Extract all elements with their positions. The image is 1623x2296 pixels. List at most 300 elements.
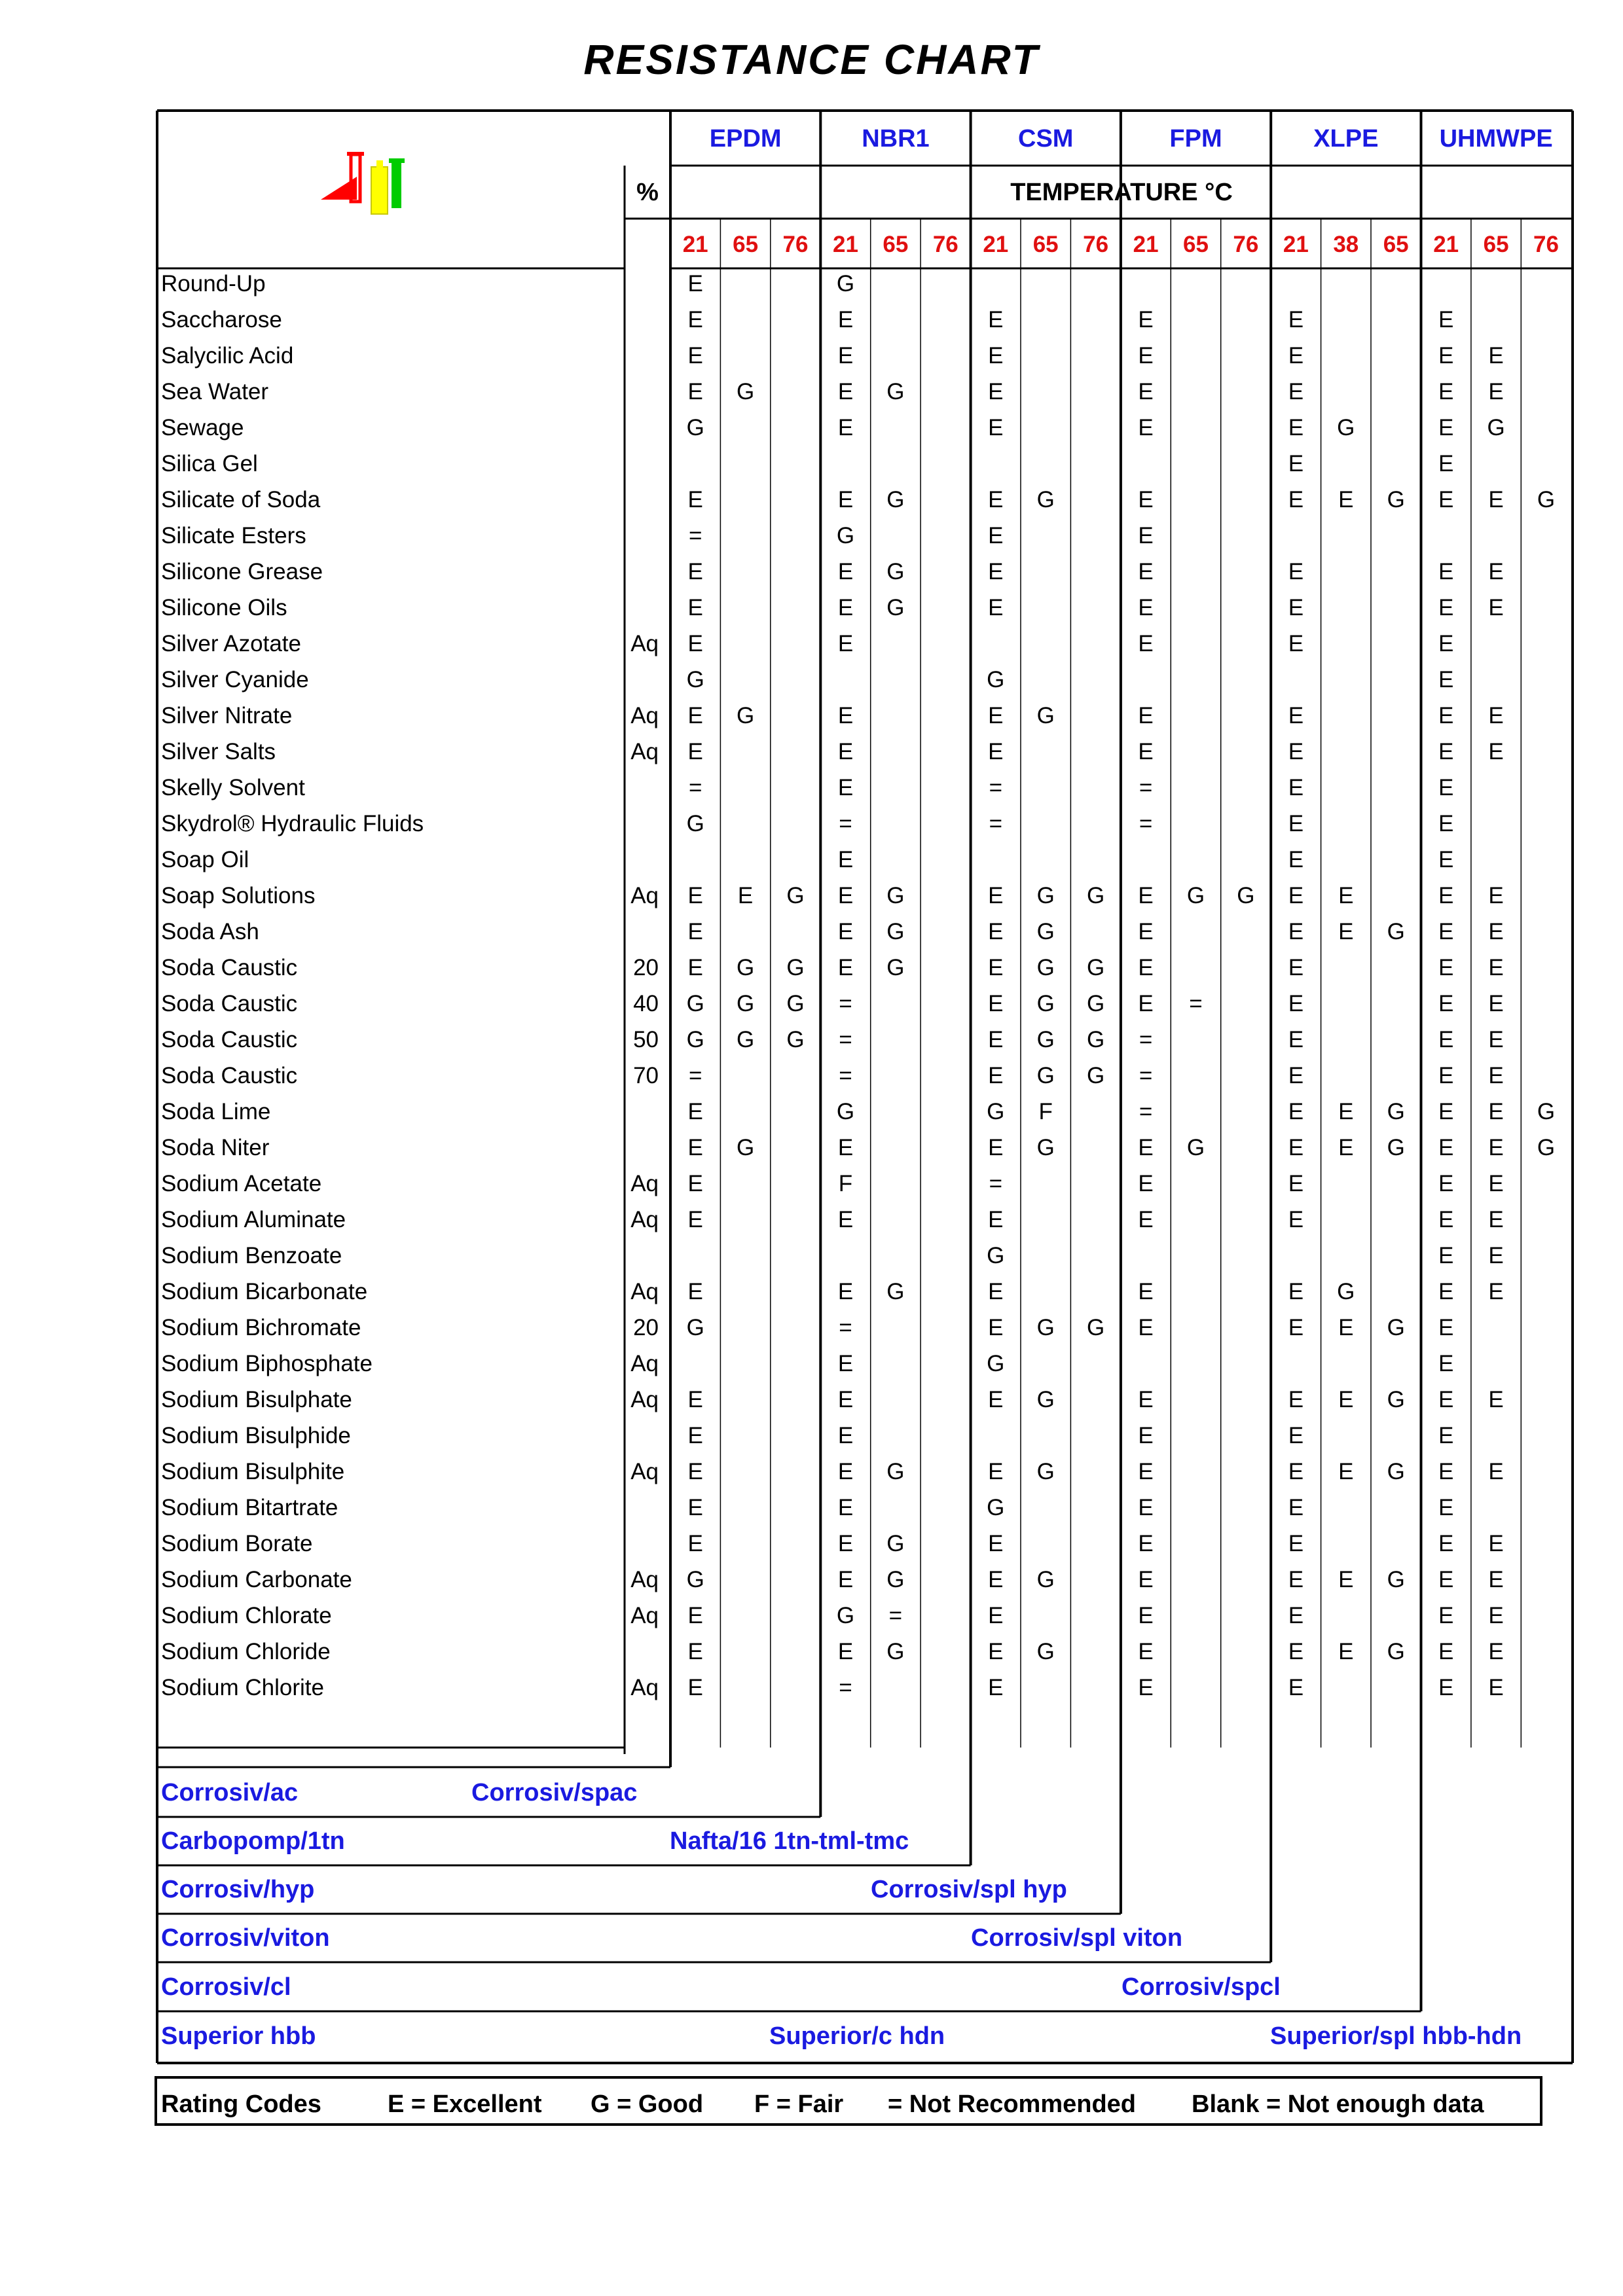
rating-cell: G bbox=[1337, 415, 1355, 440]
chemical-name: Sodium Bichromate bbox=[161, 1315, 361, 1340]
rating-cell: E bbox=[1488, 955, 1504, 980]
rating-cell: E bbox=[988, 379, 1004, 404]
footer-code: Corrosiv/cl bbox=[161, 1973, 291, 2001]
rating-cell: E bbox=[837, 847, 854, 872]
rating-cell: E bbox=[1438, 379, 1454, 404]
temperature-header: 65 bbox=[1032, 232, 1059, 257]
rating-cell: E bbox=[988, 307, 1004, 332]
rating-cell: G bbox=[1086, 1027, 1105, 1052]
rating-cell: E bbox=[1138, 1423, 1154, 1448]
concentration-percent: 20 bbox=[633, 955, 659, 980]
rating-cell: E bbox=[1338, 883, 1354, 908]
rating-cell: E bbox=[1138, 883, 1154, 908]
rating-cell: G bbox=[1036, 1459, 1055, 1484]
rating-cell: E bbox=[837, 487, 854, 512]
material-header-uhmwpe: UHMWPE bbox=[1439, 125, 1553, 152]
concentration-percent: Aq bbox=[630, 1567, 659, 1592]
rating-cell: E bbox=[1488, 1207, 1504, 1232]
rating-cell: E bbox=[1288, 451, 1304, 476]
rating-cell: E bbox=[1438, 307, 1454, 332]
rating-cell: E bbox=[1488, 1171, 1504, 1196]
material-header-epdm: EPDM bbox=[709, 125, 782, 152]
concentration-percent: Aq bbox=[630, 1207, 659, 1232]
chemical-name: Sodium Bicarbonate bbox=[161, 1279, 368, 1304]
rating-cell: E bbox=[1438, 451, 1454, 476]
rating-cell: E bbox=[1438, 559, 1454, 584]
footer-code: Corrosiv/viton bbox=[161, 1924, 330, 1952]
rating-cell: E bbox=[988, 1603, 1004, 1628]
rating-cell: E bbox=[1288, 1099, 1304, 1124]
rating-cell: G bbox=[1387, 1099, 1405, 1124]
rating-cell: E bbox=[1288, 811, 1304, 836]
rating-cell: E bbox=[1488, 559, 1504, 584]
footer-code: Superior hbb bbox=[161, 2022, 316, 2050]
rating-cell: E bbox=[687, 1639, 703, 1664]
footer-code: Corrosiv/spcl bbox=[1122, 1973, 1281, 2001]
rating-cell: E bbox=[988, 415, 1004, 440]
chemical-name: Skelly Solvent bbox=[161, 775, 305, 800]
rating-cell: G bbox=[836, 1099, 855, 1124]
rating-cell: G bbox=[1036, 703, 1055, 728]
rating-cell: G bbox=[1387, 1135, 1405, 1160]
rating-cell: = bbox=[839, 991, 852, 1016]
rating-cell: E bbox=[1138, 631, 1154, 656]
rating-cell: E bbox=[1438, 1603, 1454, 1628]
rating-cell: E bbox=[687, 1495, 703, 1520]
rating-cell: G bbox=[1537, 1135, 1556, 1160]
rating-cell: E bbox=[1288, 1279, 1304, 1304]
rating-cell: E bbox=[1438, 1099, 1454, 1124]
rating-cell: E bbox=[988, 1207, 1004, 1232]
temperature-header: 76 bbox=[1233, 232, 1259, 257]
chemical-name: Silver Azotate bbox=[161, 631, 301, 656]
rating-cell: E bbox=[1438, 1531, 1454, 1556]
rating-cell: E bbox=[837, 1495, 854, 1520]
chemical-name: Saccharose bbox=[161, 307, 282, 332]
rating-cell: E bbox=[1438, 1027, 1454, 1052]
chemical-name: Sodium Aluminate bbox=[161, 1207, 346, 1232]
rating-cell: G bbox=[1086, 1315, 1105, 1340]
concentration-percent: Aq bbox=[630, 631, 659, 656]
rating-cell: E bbox=[1438, 1387, 1454, 1412]
concentration-percent: Aq bbox=[630, 739, 659, 764]
rating-cell: E bbox=[988, 1639, 1004, 1664]
rating-cell: G bbox=[1537, 487, 1556, 512]
rating-cell: E bbox=[1288, 1387, 1304, 1412]
rating-cell: E bbox=[1488, 1063, 1504, 1088]
rating-cell: G bbox=[1387, 1567, 1405, 1592]
chemical-name: Sodium Acetate bbox=[161, 1171, 322, 1196]
rating-cell: E bbox=[1288, 1531, 1304, 1556]
rating-cell: E bbox=[1138, 1639, 1154, 1664]
rating-cell: G bbox=[686, 811, 704, 836]
chemical-name: Soda Caustic bbox=[161, 955, 298, 980]
rating-cell: E bbox=[837, 1567, 854, 1592]
rating-cell: E bbox=[1288, 1423, 1304, 1448]
rating-cell: E bbox=[1438, 595, 1454, 620]
rating-cell: E bbox=[1288, 1459, 1304, 1484]
rating-cell: E bbox=[1438, 1423, 1454, 1448]
rating-cell: E bbox=[988, 883, 1004, 908]
rating-cell: E bbox=[1138, 1207, 1154, 1232]
rating-cell: E bbox=[837, 1135, 854, 1160]
concentration-percent: Aq bbox=[630, 1279, 659, 1304]
rating-cell: E bbox=[988, 343, 1004, 368]
chemical-name: Sodium Benzoate bbox=[161, 1243, 342, 1268]
temperature-header: 38 bbox=[1333, 232, 1359, 257]
rating-cell: E bbox=[1438, 1135, 1454, 1160]
rating-cell: = bbox=[989, 1171, 1003, 1196]
rating-cell: E bbox=[837, 775, 854, 800]
rating-cell: E bbox=[1438, 1351, 1454, 1376]
rating-cell: G bbox=[736, 1135, 755, 1160]
rating-cell: E bbox=[687, 1603, 703, 1628]
rating-cell: E bbox=[1288, 847, 1304, 872]
rating-cell: E bbox=[1288, 1063, 1304, 1088]
rating-cell: E bbox=[687, 1135, 703, 1160]
rating-cell: = bbox=[839, 1675, 852, 1700]
rating-cell: E bbox=[988, 523, 1004, 548]
rating-cell: E bbox=[837, 1351, 854, 1376]
rating-cell: E bbox=[1138, 703, 1154, 728]
rating-cell: E bbox=[1288, 1027, 1304, 1052]
rating-cell: E bbox=[837, 955, 854, 980]
rating-cell: G bbox=[886, 1639, 905, 1664]
rating-cell: E bbox=[1138, 559, 1154, 584]
rating-cell: E bbox=[1138, 1279, 1154, 1304]
rating-cell: E bbox=[1438, 955, 1454, 980]
rating-cell: E bbox=[988, 739, 1004, 764]
rating-cell: = bbox=[1139, 1063, 1153, 1088]
rating-cell: E bbox=[1338, 1639, 1354, 1664]
concentration-percent: Aq bbox=[630, 1351, 659, 1376]
rating-cell: E bbox=[1138, 1495, 1154, 1520]
rating-cell: E bbox=[1288, 595, 1304, 620]
chemical-name: Sodium Bisulphite bbox=[161, 1459, 345, 1484]
rating-cell: G bbox=[686, 1315, 704, 1340]
rating-cell: F bbox=[838, 1171, 853, 1196]
rating-cell: G bbox=[736, 991, 755, 1016]
chemical-name: Round-Up bbox=[161, 271, 266, 296]
rating-cell: E bbox=[1138, 1603, 1154, 1628]
rating-cell: G bbox=[1036, 883, 1055, 908]
rating-cell: E bbox=[1288, 307, 1304, 332]
material-header-fpm: FPM bbox=[1169, 125, 1222, 152]
rating-cell: E bbox=[1488, 1279, 1504, 1304]
chemical-name: Silicate of Soda bbox=[161, 487, 321, 512]
rating-cell: G bbox=[886, 919, 905, 944]
chemical-name: Silicate Esters bbox=[161, 523, 306, 548]
temperature-header-label: TEMPERATURE °C bbox=[1010, 179, 1233, 206]
rating-cell: E bbox=[1338, 1567, 1354, 1592]
chemical-name: Silica Gel bbox=[161, 451, 258, 476]
rating-cell: E bbox=[687, 1279, 703, 1304]
rating-cell: E bbox=[687, 1423, 703, 1448]
temperature-header: 76 bbox=[1533, 232, 1559, 257]
rating-cell: F bbox=[1038, 1099, 1053, 1124]
rating-cell: E bbox=[1138, 1531, 1154, 1556]
rating-cell: E bbox=[988, 1675, 1004, 1700]
rating-cell: G bbox=[1036, 1027, 1055, 1052]
rating-cell: E bbox=[988, 1459, 1004, 1484]
rating-cell: G bbox=[1086, 955, 1105, 980]
rating-cell: G bbox=[886, 955, 905, 980]
rating-cell: = bbox=[839, 1063, 852, 1088]
rating-cell: E bbox=[1138, 487, 1154, 512]
rating-code-excellent: E = Excellent bbox=[388, 2090, 542, 2118]
rating-cell: = bbox=[839, 1027, 852, 1052]
rating-cell: E bbox=[687, 1207, 703, 1232]
rating-cell: E bbox=[1138, 1315, 1154, 1340]
lab-flasks-icon bbox=[321, 152, 405, 214]
chemical-name: Sodium Borate bbox=[161, 1531, 313, 1556]
rating-cell: E bbox=[1138, 1459, 1154, 1484]
rating-cell: = bbox=[1139, 811, 1153, 836]
rating-cell: E bbox=[837, 1423, 854, 1448]
chemical-name: Soda Caustic bbox=[161, 1063, 298, 1088]
rating-cell: E bbox=[988, 919, 1004, 944]
rating-cell: E bbox=[1488, 919, 1504, 944]
rating-cell: E bbox=[1288, 1603, 1304, 1628]
rating-cell: E bbox=[1288, 955, 1304, 980]
rating-cell: E bbox=[1288, 631, 1304, 656]
rating-cell: E bbox=[1438, 1243, 1454, 1268]
rating-cell: E bbox=[988, 1315, 1004, 1340]
rating-cell: E bbox=[1438, 739, 1454, 764]
rating-cell: E bbox=[837, 559, 854, 584]
rating-codes-box bbox=[155, 2076, 1542, 2126]
rating-cell: G bbox=[987, 667, 1005, 692]
rating-cell: = bbox=[888, 1603, 903, 1628]
footer-code: Corrosiv/spac bbox=[471, 1779, 638, 1806]
rating-cell: E bbox=[1438, 1171, 1454, 1196]
rating-cell: E bbox=[1338, 1135, 1354, 1160]
rating-cell: G bbox=[1036, 1639, 1055, 1664]
chemical-name: Sodium Chloride bbox=[161, 1639, 331, 1664]
rating-cell: E bbox=[1288, 1315, 1304, 1340]
rating-cell: E bbox=[1138, 919, 1154, 944]
rating-cell: E bbox=[1138, 1135, 1154, 1160]
chemical-name: Soda Niter bbox=[161, 1135, 270, 1160]
rating-cell: E bbox=[837, 703, 854, 728]
temperature-header: 65 bbox=[1483, 232, 1509, 257]
rating-cell: E bbox=[1488, 595, 1504, 620]
rating-cell: E bbox=[1288, 343, 1304, 368]
rating-cell: G bbox=[987, 1243, 1005, 1268]
rating-cell: E bbox=[1438, 811, 1454, 836]
rating-cell: E bbox=[1138, 523, 1154, 548]
rating-cell: E bbox=[1288, 487, 1304, 512]
chemical-name: Soap Solutions bbox=[161, 883, 316, 908]
rating-cell: = bbox=[688, 1063, 702, 1088]
concentration-percent: 50 bbox=[633, 1027, 659, 1052]
rating-cell: G bbox=[686, 991, 704, 1016]
rating-cell: G bbox=[1186, 883, 1205, 908]
concentration-percent: 70 bbox=[633, 1063, 659, 1088]
rating-code-fair: F = Fair bbox=[754, 2090, 844, 2118]
rating-cell: E bbox=[1438, 883, 1454, 908]
rating-cell: G bbox=[1387, 919, 1405, 944]
rating-cell: E bbox=[837, 595, 854, 620]
rating-cell: G bbox=[686, 415, 704, 440]
rating-cell: E bbox=[1288, 379, 1304, 404]
rating-cell: E bbox=[1288, 415, 1304, 440]
rating-cell: E bbox=[1288, 1495, 1304, 1520]
rating-cell: E bbox=[837, 1459, 854, 1484]
rating-cell: E bbox=[1488, 991, 1504, 1016]
rating-cell: E bbox=[1438, 631, 1454, 656]
concentration-percent: Aq bbox=[630, 1387, 659, 1412]
rating-cell: E bbox=[687, 559, 703, 584]
chemical-name: Sodium Bisulphide bbox=[161, 1423, 351, 1448]
rating-cell: E bbox=[1288, 739, 1304, 764]
rating-cell: E bbox=[988, 991, 1004, 1016]
chemical-name: Soap Oil bbox=[161, 847, 249, 872]
chemical-name: Silicone Oils bbox=[161, 595, 287, 620]
rating-cell: E bbox=[687, 955, 703, 980]
material-header-nbr1: NBR1 bbox=[862, 125, 930, 152]
rating-cell: G bbox=[686, 1567, 704, 1592]
rating-cell: G bbox=[1036, 1135, 1055, 1160]
rating-cell: E bbox=[1338, 1315, 1354, 1340]
rating-cell: E bbox=[1488, 1567, 1504, 1592]
temperature-header: 21 bbox=[1133, 232, 1159, 257]
rating-cell: E bbox=[1288, 1135, 1304, 1160]
rating-cell: E bbox=[837, 919, 854, 944]
rating-cell: G bbox=[1387, 1387, 1405, 1412]
rating-cell: E bbox=[837, 1531, 854, 1556]
rating-cell: E bbox=[1488, 1243, 1504, 1268]
concentration-percent: Aq bbox=[630, 1459, 659, 1484]
rating-cell: E bbox=[1488, 883, 1504, 908]
rating-cell: E bbox=[1288, 1675, 1304, 1700]
chemical-name: Sodium Bitartrate bbox=[161, 1495, 338, 1520]
temperature-header: 65 bbox=[883, 232, 909, 257]
rating-cell: E bbox=[988, 559, 1004, 584]
rating-cell: G bbox=[1387, 1315, 1405, 1340]
concentration-percent: Aq bbox=[630, 1603, 659, 1628]
rating-cell: E bbox=[837, 739, 854, 764]
page-title: RESISTANCE CHART bbox=[583, 36, 1040, 83]
rating-cell: E bbox=[988, 1567, 1004, 1592]
rating-cell: = bbox=[1139, 1099, 1153, 1124]
rating-cell: E bbox=[1138, 1171, 1154, 1196]
rating-cell: G bbox=[886, 1567, 905, 1592]
temperature-header: 21 bbox=[682, 232, 708, 257]
rating-cell: G bbox=[886, 595, 905, 620]
rating-cell: E bbox=[687, 703, 703, 728]
temperature-header: 21 bbox=[1283, 232, 1309, 257]
rating-cell: E bbox=[687, 1171, 703, 1196]
footer-code: Corrosiv/ac bbox=[161, 1779, 299, 1806]
rating-cell: E bbox=[1488, 1531, 1504, 1556]
rating-cell: E bbox=[1488, 1387, 1504, 1412]
rating-cell: E bbox=[737, 883, 754, 908]
material-header-xlpe: XLPE bbox=[1313, 125, 1379, 152]
rating-cell: G bbox=[886, 487, 905, 512]
concentration-percent: Aq bbox=[630, 703, 659, 728]
chemical-name: Sodium Bisulphate bbox=[161, 1387, 352, 1412]
rating-cell: E bbox=[687, 307, 703, 332]
rating-cell: = bbox=[688, 523, 702, 548]
temperature-header: 21 bbox=[983, 232, 1009, 257]
rating-cell: E bbox=[1138, 1675, 1154, 1700]
rating-cell: E bbox=[988, 1135, 1004, 1160]
rating-cell: G bbox=[886, 1279, 905, 1304]
rating-cell: E bbox=[1338, 487, 1354, 512]
rating-cell: E bbox=[1438, 1495, 1454, 1520]
rating-cell: E bbox=[1338, 919, 1354, 944]
rating-cell: G bbox=[886, 559, 905, 584]
rating-cell: G bbox=[1036, 991, 1055, 1016]
rating-cell: E bbox=[1488, 487, 1504, 512]
chemical-name: Soda Lime bbox=[161, 1099, 271, 1124]
chemical-name: Silver Nitrate bbox=[161, 703, 293, 728]
temperature-header: 76 bbox=[782, 232, 809, 257]
rating-cell: = bbox=[989, 775, 1003, 800]
material-header-csm: CSM bbox=[1018, 125, 1074, 152]
rating-cell: E bbox=[1488, 1639, 1504, 1664]
rating-cell: E bbox=[1138, 991, 1154, 1016]
rating-cell: E bbox=[1338, 1459, 1354, 1484]
chemical-name: Silver Cyanide bbox=[161, 667, 309, 692]
chemical-name: Sodium Chlorite bbox=[161, 1675, 324, 1700]
rating-cell: G bbox=[987, 1495, 1005, 1520]
rating-cell: E bbox=[687, 1387, 703, 1412]
rating-cell: E bbox=[1488, 703, 1504, 728]
rating-cell: E bbox=[687, 1675, 703, 1700]
rating-cell: E bbox=[1438, 667, 1454, 692]
rating-cell: E bbox=[837, 415, 854, 440]
temperature-header: 65 bbox=[1183, 232, 1209, 257]
rating-cell: = bbox=[839, 1315, 852, 1340]
rating-cell: E bbox=[988, 1387, 1004, 1412]
rating-cell: G bbox=[786, 991, 805, 1016]
rating-cell: E bbox=[1338, 1387, 1354, 1412]
rating-cell: E bbox=[837, 307, 854, 332]
rating-cell: G bbox=[1487, 415, 1505, 440]
rating-cell: E bbox=[1438, 1639, 1454, 1664]
rating-cell: = bbox=[688, 775, 702, 800]
rating-cell: E bbox=[687, 739, 703, 764]
rating-cell: G bbox=[1036, 955, 1055, 980]
rating-cell: G bbox=[836, 523, 855, 548]
rating-cell: E bbox=[687, 595, 703, 620]
rating-cell: E bbox=[1138, 955, 1154, 980]
concentration-percent: 40 bbox=[633, 991, 659, 1016]
chemical-name: Sodium Carbonate bbox=[161, 1567, 352, 1592]
rating-cell: E bbox=[1438, 343, 1454, 368]
rating-cell: E bbox=[687, 631, 703, 656]
rating-cell: = bbox=[1139, 775, 1153, 800]
rating-cell: E bbox=[687, 379, 703, 404]
rating-cell: G bbox=[1537, 1099, 1556, 1124]
rating-cell: G bbox=[886, 379, 905, 404]
rating-cell: E bbox=[1438, 1063, 1454, 1088]
rating-cell: E bbox=[1438, 1567, 1454, 1592]
rating-cell: E bbox=[837, 1387, 854, 1412]
percent-header: % bbox=[636, 179, 659, 206]
rating-cell: E bbox=[1288, 919, 1304, 944]
rating-cell: G bbox=[786, 883, 805, 908]
rating-cell: G bbox=[736, 1027, 755, 1052]
rating-cell: = bbox=[839, 811, 852, 836]
temperature-header: 21 bbox=[833, 232, 858, 257]
rating-cell: E bbox=[1438, 1207, 1454, 1232]
concentration-percent: Aq bbox=[630, 1171, 659, 1196]
chemical-name: Soda Caustic bbox=[161, 1027, 298, 1052]
rating-cell: G bbox=[1086, 883, 1105, 908]
